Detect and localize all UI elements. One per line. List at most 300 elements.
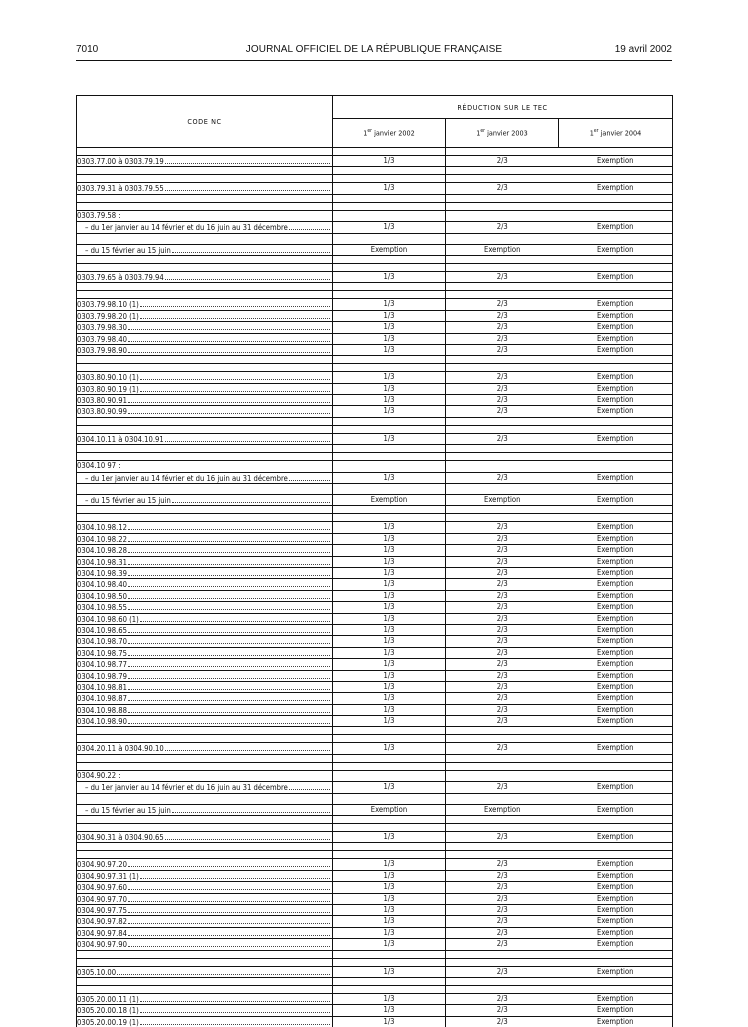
reduction-value: 2/3 [496,1005,508,1015]
code-cell [77,647,333,658]
code-text: 0304.10.98.65 [77,625,127,635]
value-2004 [559,299,673,310]
table-row [77,647,673,658]
leader-dots [128,671,330,679]
value-2002 [333,556,446,567]
value-2004 [559,1016,673,1027]
value-2004 [559,859,673,870]
spacer-cell [559,364,673,372]
value-2003 [446,310,559,321]
code-cell [77,244,333,255]
value-2004 [559,545,673,556]
value-2004 [559,882,673,893]
spacer-row [77,985,673,993]
table-group [77,425,673,452]
value-2002 [333,636,446,647]
reduction-value: 1/3 [383,590,395,600]
reduction-value: 1/3 [383,433,395,443]
value-2002 [333,939,446,950]
code-text: 0303.80.90.19 (1) [77,384,139,394]
reduction-value: Exemption [597,533,634,543]
value-2002 [333,333,446,344]
reduction-value: 2/3 [496,966,508,976]
code-cell [77,681,333,692]
code-value [77,994,332,1004]
spacer-cell [77,977,333,985]
value-2003 [446,993,559,1004]
value-2002 [333,545,446,556]
leader-dots [172,805,330,813]
code-value [77,495,332,505]
spacer-cell [559,175,673,183]
spacer-row [77,148,673,156]
spacer-cell [559,754,673,762]
reduction-value: 2/3 [496,647,508,657]
table-row [77,916,673,927]
reduction-value: Exemption [597,333,634,343]
reduction-value: 2/3 [496,322,508,332]
spacer-cell [559,514,673,522]
reduction-value: Exemption [597,659,634,669]
code-text: 0303.77.00 à 0303.79.19 [77,157,164,166]
code-value [77,591,332,601]
code-cell [77,522,333,533]
spacer-cell [559,202,673,210]
table-row [77,322,673,333]
spacer-row [77,356,673,364]
reduction-value: 2/3 [496,832,508,842]
code-cell [77,210,333,221]
value-2003 [446,271,559,282]
spacer-row [77,824,673,832]
reduction-value: Exemption [597,271,634,281]
spacer-cell [559,255,673,263]
table-row [77,545,673,556]
code-value [77,522,332,532]
reduction-value: 1/3 [383,545,395,555]
leader-dots [140,311,330,319]
reduction-value: Exemption [597,1005,634,1015]
spacer-row [77,484,673,495]
value-2004 [559,716,673,727]
value-2003 [446,222,559,233]
code-text: 0304.10.98.60 (1) [77,614,139,624]
spacer-row [77,202,673,210]
value-2004 [559,804,673,815]
code-text: 0304.10.98.90 [77,717,127,727]
reduction-value: 1/3 [383,916,395,926]
code-text: – du 1er janvier au 14 février et du 16 juin au 31 décembre [85,783,288,793]
spacer-cell [446,364,559,372]
spacer-cell [559,167,673,175]
reduction-value: Exemption [597,893,634,903]
table-row [77,383,673,394]
code-cell [77,299,333,310]
spacer-cell [333,291,446,299]
code-text: 0304.90.31 à 0304.90.65 [77,833,164,843]
spacer-cell [77,506,333,514]
spacer-row [77,958,673,966]
code-cell [77,966,333,977]
table-row [77,870,673,881]
leader-dots [289,473,330,481]
table-row [77,556,673,567]
leader-dots [128,705,330,713]
value-2002 [333,271,446,282]
spacer-cell [446,291,559,299]
spacer-cell [559,356,673,364]
reduction-value: 2/3 [496,183,508,193]
spacer-cell [559,735,673,743]
value-2002 [333,804,446,815]
table-row [77,939,673,950]
table-group [77,762,673,823]
value-2004 [559,406,673,417]
value-2004 [559,832,673,843]
code-cell [77,322,333,333]
spacer-row [77,194,673,202]
reduction-value: Exemption [597,681,634,691]
spacer-cell [559,283,673,291]
reduction-value: Exemption [597,472,634,482]
reduction-value: 2/3 [496,383,508,393]
value-2004 [559,613,673,624]
code-value [77,716,332,726]
spacer-cell [559,824,673,832]
value-2004 [559,659,673,670]
reduction-value: Exemption [484,244,521,254]
value-2003 [446,704,559,715]
reduction-value: 1/3 [383,859,395,869]
code-value [77,928,332,938]
value-2002 [333,893,446,904]
reduction-value: 2/3 [496,743,508,753]
code-text: 0303.80.90.99 [77,407,127,417]
code-text: 0304.10.98.12 [77,523,127,533]
leader-dots [140,994,330,1002]
code-value [77,222,332,232]
spacer-cell [333,727,446,735]
value-2002 [333,993,446,1004]
reduction-value: 2/3 [496,904,508,914]
reduction-value: Exemption [597,579,634,589]
spacer-cell [446,255,559,263]
spacer-cell [446,851,559,859]
spacer-cell [77,958,333,966]
value-2004 [559,271,673,282]
reduction-value: 2/3 [496,693,508,703]
code-value [77,406,332,416]
code-text: 0304.10.98.79 [77,671,127,681]
leader-dots [140,384,330,392]
code-text: 0304.10.98.70 [77,637,127,647]
code-value [77,395,332,405]
reduction-value: 1/3 [383,832,395,842]
reduction-value: 1/3 [383,659,395,669]
code-value [77,272,332,282]
table-row [77,602,673,613]
column-header-2002: 1er janvier 2002 [333,119,446,148]
empty-cell [446,770,559,781]
value-2003 [446,333,559,344]
reduction-value: 1/3 [383,647,395,657]
value-2002 [333,966,446,977]
value-2002 [333,395,446,406]
reduction-value: 1/3 [383,939,395,949]
table-row [77,533,673,544]
spacer-cell [446,484,559,495]
reduction-value: Exemption [597,183,634,193]
spacer-cell [559,843,673,851]
spacer-row [77,727,673,735]
value-2003 [446,882,559,893]
value-2002 [333,299,446,310]
code-text: 0304.90.97.70 [77,894,127,904]
reduction-value: Exemption [597,927,634,937]
reduction-value: Exemption [597,522,634,532]
table-row-heading [77,770,673,781]
code-text: 0304.10.98.22 [77,534,127,544]
reduction-value: 2/3 [496,344,508,354]
leader-dots [128,579,330,587]
spacer-cell [333,754,446,762]
spacer-cell [333,735,446,743]
spacer-cell [333,356,446,364]
reduction-value: 2/3 [496,579,508,589]
spacer-row [77,255,673,263]
value-2002 [333,624,446,635]
code-text: 0303.79.31 à 0303.79.55 [77,184,164,194]
code-text: 0304.10.98.31 [77,557,127,567]
table-row [77,832,673,843]
value-2004 [559,222,673,233]
table-row [77,859,673,870]
reduction-value: 1/3 [383,743,395,753]
reduction-value: Exemption [597,916,634,926]
leader-dots [140,1017,330,1025]
column-header-2004: 1er janvier 2004 [559,119,673,148]
spacer-row [77,816,673,824]
spacer-cell [77,263,333,271]
value-2002 [333,743,446,754]
value-2003 [446,522,559,533]
code-text: 0304.90.97.90 [77,940,127,950]
value-2003 [446,916,559,927]
value-2004 [559,372,673,383]
reduction-value: Exemption [597,882,634,892]
reduction-value: Exemption [597,804,634,814]
code-text: 0304.20.11 à 0304.90.10 [77,744,164,754]
spacer-cell [559,194,673,202]
reduction-value: 2/3 [496,271,508,281]
reduction-value: Exemption [370,244,408,254]
code-value [77,648,332,658]
table-row [77,222,673,233]
code-cell [77,993,333,1004]
spacer-cell [446,514,559,522]
leader-dots [128,682,330,690]
table-group [77,148,673,175]
empty-cell [333,770,446,781]
spacer-cell [77,793,333,804]
code-cell [77,472,333,483]
spacer-row [77,417,673,425]
value-2002 [333,904,446,915]
spacer-cell [559,291,673,299]
value-2002 [333,344,446,355]
leader-dots [140,614,330,622]
table-group [77,958,673,985]
spacer-cell [446,754,559,762]
reduction-value: 1/3 [383,556,395,566]
spacer-cell [77,824,333,832]
spacer-cell [559,985,673,993]
reduction-value: 2/3 [496,1016,508,1026]
reduction-value: 1/3 [383,322,395,332]
reduction-value: Exemption [597,613,634,623]
value-2003 [446,567,559,578]
reduction-value: 1/3 [383,624,395,634]
value-2003 [446,395,559,406]
reduction-value: Exemption [597,322,634,332]
reduction-value: 2/3 [496,659,508,669]
code-text: 0304.10.98.88 [77,705,127,715]
reduction-value: 1/3 [383,372,395,382]
table-row [77,333,673,344]
table-row [77,472,673,483]
spacer-cell [446,985,559,993]
spacer-cell [77,851,333,859]
value-2004 [559,567,673,578]
code-cell [77,659,333,670]
table-row [77,156,673,167]
code-text: 0304.10.11 à 0304.10.91 [77,434,164,444]
spacer-cell [446,194,559,202]
reduction-value: 2/3 [496,522,508,532]
value-2002 [333,579,446,590]
code-value [77,682,332,692]
code-cell [77,832,333,843]
reduction-value: 1/3 [383,613,395,623]
spacer-cell [77,425,333,433]
reduction-value: 1/3 [383,993,395,1003]
spacer-cell [77,727,333,735]
value-2004 [559,433,673,444]
spacer-cell [333,977,446,985]
value-2004 [559,782,673,793]
code-value [77,1005,332,1015]
reduction-value: Exemption [597,716,634,726]
reduction-value: 2/3 [496,670,508,680]
code-text: 0305.20.00.11 (1) [77,994,139,1004]
reduction-value: 2/3 [496,916,508,926]
value-2004 [559,590,673,601]
spacer-cell [333,283,446,291]
value-2004 [559,495,673,506]
spacer-row [77,735,673,743]
code-cell [77,704,333,715]
spacer-cell [446,148,559,156]
value-2003 [446,693,559,704]
reduction-value: 2/3 [496,567,508,577]
reduction-value: Exemption [597,567,634,577]
reduction-value: 2/3 [496,624,508,634]
value-2002 [333,156,446,167]
tariff-reduction-table [76,95,673,1027]
code-value [77,299,332,309]
reduction-value: Exemption [597,310,634,320]
table-row [77,927,673,938]
code-text: 0303.80.90.10 (1) [77,373,139,383]
code-value [77,743,332,753]
leader-dots [128,716,330,724]
spacer-cell [559,727,673,735]
value-2003 [446,904,559,915]
code-cell [77,716,333,727]
code-text: 0304.90.97.75 [77,905,127,915]
code-value [77,1017,332,1027]
reduction-value: 1/3 [383,882,395,892]
code-cell [77,533,333,544]
spacer-cell [333,514,446,522]
code-cell [77,461,333,472]
value-2002 [333,647,446,658]
value-2003 [446,659,559,670]
value-2003 [446,624,559,635]
spacer-cell [77,762,333,770]
spacer-cell [77,148,333,156]
leader-dots [289,222,330,230]
spacer-cell [77,283,333,291]
spacer-cell [333,202,446,210]
code-value [77,579,332,589]
table-row [77,693,673,704]
spacer-cell [446,950,559,958]
value-2002 [333,372,446,383]
code-value [77,967,332,977]
spacer-row [77,506,673,514]
reduction-value: 1/3 [383,395,395,405]
spacer-cell [446,417,559,425]
value-2004 [559,344,673,355]
code-cell [77,613,333,624]
code-text: 0304.10.98.50 [77,591,127,601]
value-2002 [333,183,446,194]
value-2004 [559,383,673,394]
table-group [77,175,673,202]
reduction-value: Exemption [597,993,634,1003]
spacer-cell [446,445,559,453]
empty-cell [559,210,673,221]
issue-date: 19 avril 2002 [614,44,672,55]
spacer-row [77,167,673,175]
table-row [77,183,673,194]
value-2002 [333,859,446,870]
leader-dots [289,782,330,790]
reduction-value: Exemption [597,624,634,634]
reduction-value: Exemption [597,939,634,949]
leader-dots [140,299,330,307]
value-2004 [559,579,673,590]
code-value [77,568,332,578]
code-text: 0304.10.98.55 [77,603,127,613]
leader-dots [128,522,330,530]
spacer-row [77,291,673,299]
code-cell [77,916,333,927]
reduction-value: 2/3 [496,782,508,792]
spacer-cell [559,148,673,156]
code-value [77,434,332,444]
